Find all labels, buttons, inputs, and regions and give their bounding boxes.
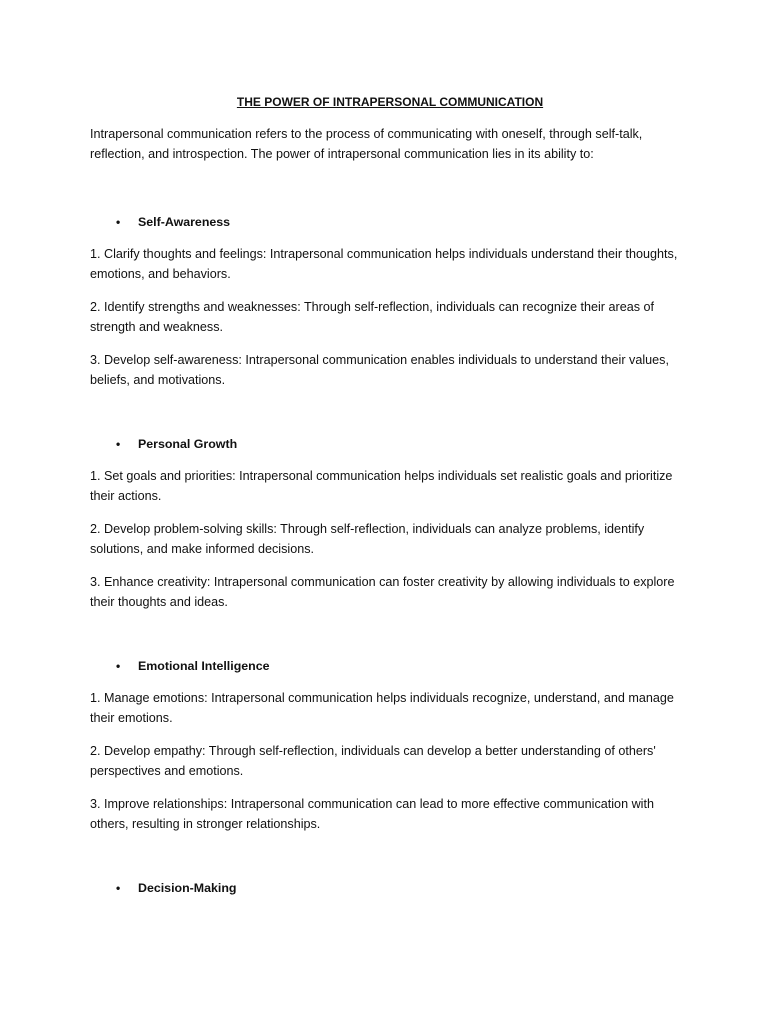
list-item: 2. Develop problem-solving skills: Through self-reflection, individuals can analyze problems, identify solutions, and make informed decisions. xyxy=(90,522,645,556)
section-heading xyxy=(90,880,690,896)
section-self-awareness xyxy=(90,214,690,390)
bullet-icon: • xyxy=(116,659,121,673)
list-item: 1. Manage emotions: Intrapersonal communication helps individuals recognize, understand, and manage their emotions. xyxy=(90,691,674,725)
section-heading xyxy=(90,436,690,452)
bullet-icon: • xyxy=(116,215,121,229)
section-heading xyxy=(90,658,690,674)
section-personal-growth xyxy=(90,436,690,612)
section-decision-making xyxy=(90,880,690,896)
list-item: 3. Improve relationships: Intrapersonal communication can lead to more effective communication with others, resulting in stronger relationships. xyxy=(90,797,654,831)
bullet-icon: • xyxy=(116,437,121,451)
list-item: 2. Develop empathy: Through self-reflection, individuals can develop a better understanding of others' perspectives and emotions. xyxy=(90,744,656,778)
section-heading xyxy=(90,214,690,230)
intro-paragraph: Intrapersonal communication refers to the process of communicating with oneself, through self-talk, reflection, and introspection. The power of intrapersonal communication lies in its ability to: xyxy=(90,127,643,161)
list-item: 1. Clarify thoughts and feelings: Intrapersonal communication helps individuals understand their thoughts, emotions, and behaviors. xyxy=(90,247,678,281)
list-item: 2. Identify strengths and weaknesses: Through self-reflection, individuals can recognize their areas of strength and weakness. xyxy=(90,300,655,334)
list-item: 3. Enhance creativity: Intrapersonal communication can foster creativity by allowing individuals to explore their thoughts and ideas. xyxy=(90,575,675,609)
section-heading-label: Emotional Intelligence xyxy=(138,659,270,673)
document-body xyxy=(90,94,690,910)
list-item: 1. Set goals and priorities: Intrapersonal communication helps individuals set realistic goals and prioritize their actions. xyxy=(90,469,673,503)
section-heading-label: Self-Awareness xyxy=(138,215,231,229)
list-item: 3. Develop self-awareness: Intrapersonal communication enables individuals to understand their values, beliefs, and motivations. xyxy=(90,353,669,387)
document-title: THE POWER OF INTRAPERSONAL COMMUNICATION xyxy=(236,95,544,109)
section-heading-label: Personal Growth xyxy=(138,437,238,451)
section-emotional-intelligence xyxy=(90,658,690,834)
section-heading-label: Decision-Making xyxy=(138,881,237,895)
bullet-icon: • xyxy=(116,881,121,895)
